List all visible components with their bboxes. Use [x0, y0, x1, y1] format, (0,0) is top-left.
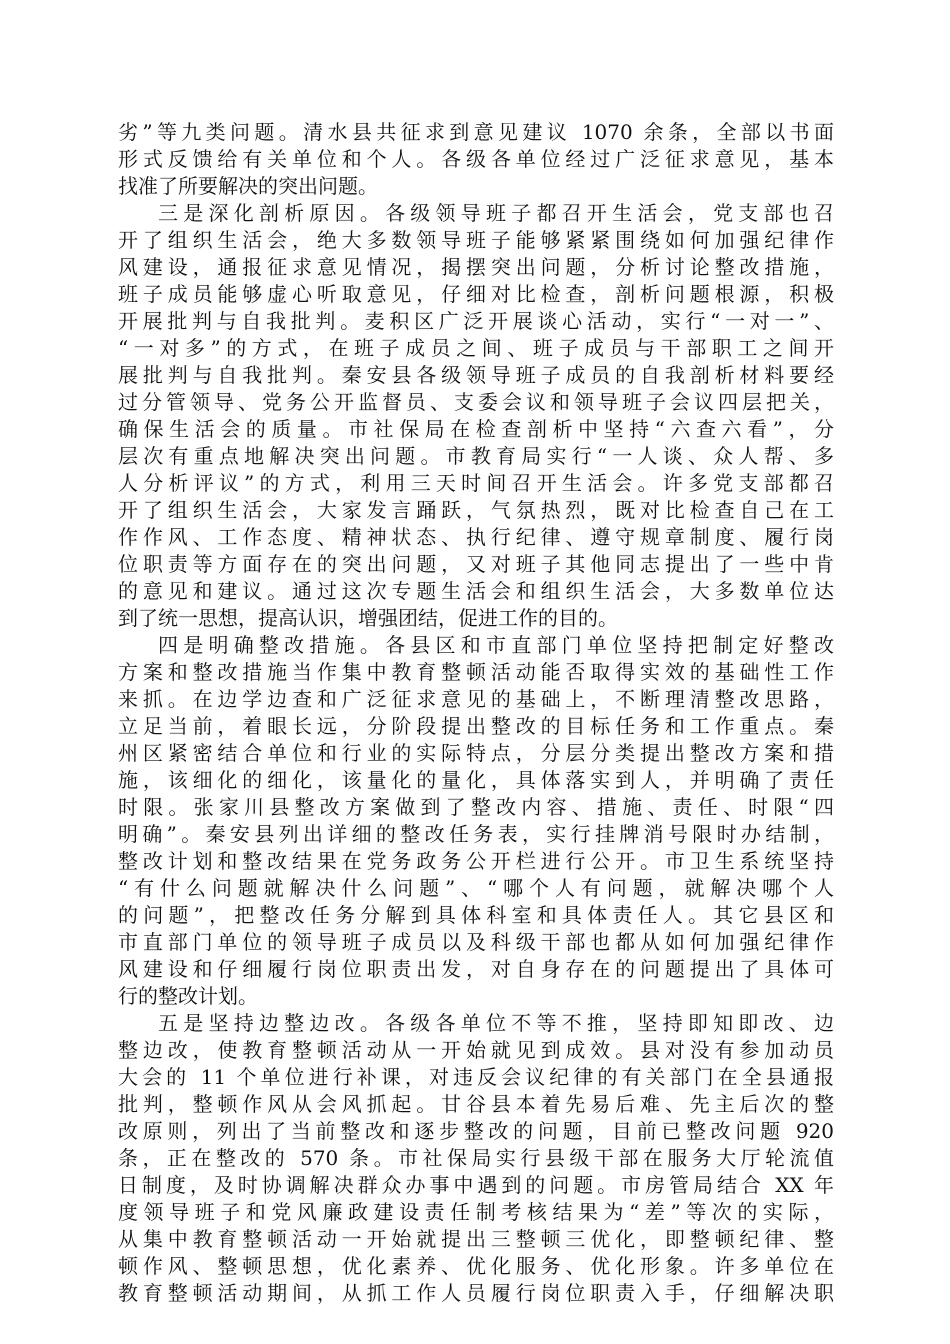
- text-line: 开展批判与自我批判。麦积区广泛开展谈心活动，实行“一对一”、: [118, 309, 834, 333]
- text-line: “一对多”的方式，在班子成员之间、班子成员与干部职工之间开: [118, 336, 834, 360]
- paragraph: [118, 200, 834, 632]
- text-line: 施，该细化的细化，该量化的量化，具体落实到人，并明确了责任: [118, 768, 834, 792]
- text-line: 劣”等九类问题。清水县共征求到意见建议 1070 余条，全部以书面: [118, 120, 834, 144]
- text-line: 五是坚持边整边改。各级各单位不等不推，坚持即知即改、边: [158, 1011, 834, 1035]
- text-line: 开了组织生活会，绝大多数领导班子能够紧紧围绕如何加强纪律作: [118, 228, 834, 252]
- text-line: 时限。张家川县整改方案做到了整改内容、措施、责任、时限“四: [118, 795, 834, 819]
- text-line: 风建设和仔细履行岗位职责出发，对自身存在的问题提出了具体可: [118, 957, 834, 981]
- text-line: 改原则，列出了当前整改和逐步整改的问题，目前已整改问题 920: [118, 1119, 834, 1143]
- text-line: 人分析评议”的方式，利用三天时间召开生活会。许多党支部都召: [118, 471, 834, 495]
- text-line: 过分管领导、党务公开监督员、支委会议和领导班子会议四层把关，: [118, 390, 834, 414]
- text-line: 开了组织生活会，大家发言踊跃，气氛热烈，既对比检查自己在工: [118, 498, 834, 522]
- text-line: 作作风、工作态度、精神状态、执行纪律、遵守规章制度、履行岗: [118, 525, 834, 549]
- text-line: 到了统一思想，提高认识，增强团结，促进工作的目的。: [118, 606, 618, 630]
- text-line: 立足当前，着眼长远，分阶段提出整改的目标任务和工作重点。秦: [118, 714, 834, 738]
- text-line: 顿作风、整顿思想，优化素养、优化服务、优化形象。许多单位在: [118, 1254, 834, 1278]
- text-line: 来抓。在边学边查和广泛征求意见的基础上，不断理清整改思路，: [118, 687, 834, 711]
- text-line: 条，正在整改的 570 条。市社保局实行县级干部在服务大厅轮流值: [118, 1146, 834, 1170]
- text-line: 行的整改计划。: [118, 984, 258, 1008]
- text-line: 大会的 11 个单位进行补课，对违反会议纪律的有关部门在全县通报: [118, 1065, 834, 1089]
- text-line: 风建设，通报征求意见情况，揭摆突出问题，分析讨论整改措施，: [118, 255, 834, 279]
- text-line: 的意见和建议。通过这次专题生活会和组织生活会，大多数单位达: [118, 579, 834, 603]
- text-line: 形式反馈给有关单位和个人。各级各单位经过广泛征求意见，基本: [118, 147, 834, 171]
- text-line: 明确”。秦安县列出详细的整改任务表，实行挂牌消号限时办结制，: [118, 822, 834, 846]
- text-line: 度领导班子和党风廉政建设责任制考核结果为“差”等次的实际，: [118, 1200, 834, 1224]
- text-line: 确保生活会的质量。市社保局在检查剖析中坚持“六查六看”，分: [118, 417, 834, 441]
- paragraph: [118, 1010, 834, 1307]
- text-line: 层次有重点地解决突出问题。市教育局实行“一人谈、众人帮、多: [118, 444, 834, 468]
- text-line: 找准了所要解决的突出问题。: [118, 174, 378, 198]
- text-line: 三是深化剖析原因。各级领导班子都召开生活会，党支部也召: [158, 201, 834, 225]
- document-body: [118, 119, 834, 1307]
- text-line: 教育整顿活动期间，从抓工作人员履行岗位职责入手，仔细解决职: [118, 1281, 834, 1305]
- text-line: 批判，整顿作风从会风抓起。甘谷县本着先易后难、先主后次的整: [118, 1092, 834, 1116]
- paragraph: [118, 119, 834, 200]
- text-line: 日制度，及时协调解决群众办事中遇到的问题。市房管局结合 XX 年: [118, 1173, 834, 1197]
- text-line: 整改计划和整改结果在党务政务公开栏进行公开。市卫生系统坚持: [118, 849, 834, 873]
- text-line: 州区紧密结合单位和行业的实际特点，分层分类提出整改方案和措: [118, 741, 834, 765]
- text-line: 方案和整改措施当作集中教育整顿活动能否取得实效的基础性工作: [118, 660, 834, 684]
- text-line: “有什么问题就解决什么问题”、“哪个人有问题，就解决哪个人: [118, 876, 834, 900]
- text-line: 位职责等方面存在的突出问题，又对班子其他同志提出了一些中肯: [118, 552, 834, 576]
- text-line: 整边改，使教育整顿活动从一开始就见到成效。县对没有参加动员: [118, 1038, 834, 1062]
- text-line: 展批判与自我批判。秦安县各级领导班子成员的自我剖析材料要经: [118, 363, 834, 387]
- paragraph: [118, 632, 834, 1010]
- text-line: 四是明确整改措施。各县区和市直部门单位坚持把制定好整改: [158, 633, 834, 657]
- text-line: 的问题”，把整改任务分解到具体科室和具体责任人。其它县区和: [118, 903, 834, 927]
- text-line: 市直部门单位的领导班子成员以及科级干部也都从如何加强纪律作: [118, 930, 834, 954]
- text-line: 班子成员能够虚心听取意见，仔细对比检查，剖析问题根源，积极: [118, 282, 834, 306]
- text-line: 从集中教育整顿活动一开始就提出三整顿三优化，即整顿纪律、整: [118, 1227, 834, 1251]
